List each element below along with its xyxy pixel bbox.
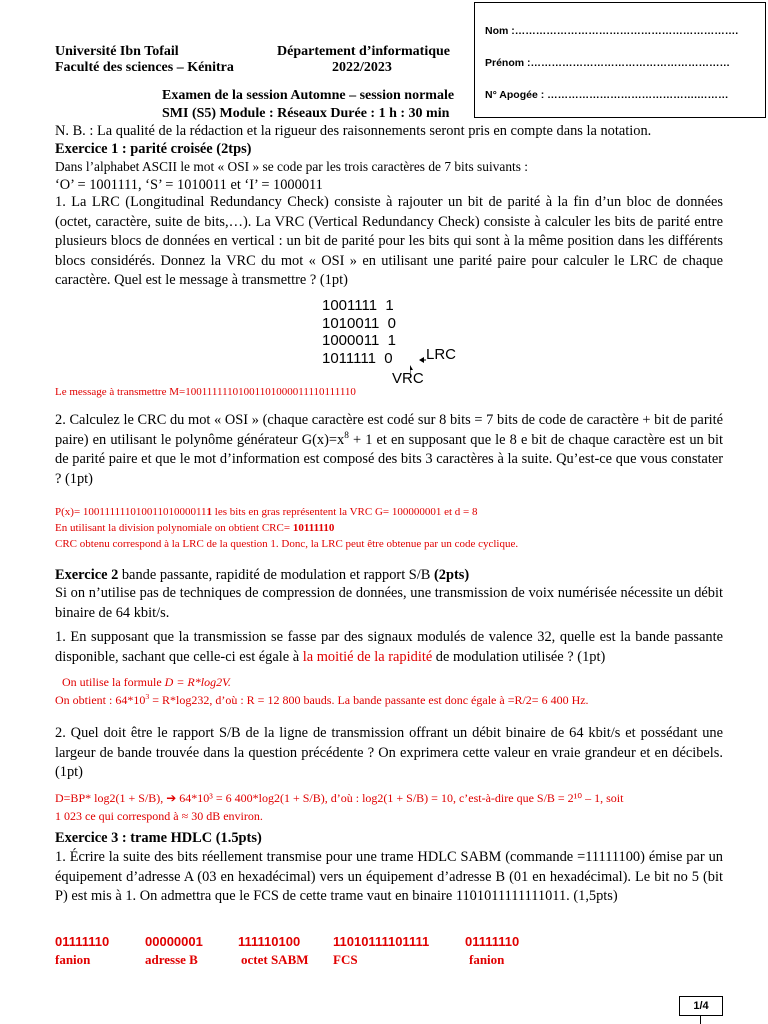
ex1-answer-2-line-2: En utilisant la division polynomiale on obtient CRC= 10111110 — [55, 522, 335, 534]
ex2-answer-1-line-2: On obtient : $64*10^3 = R*\log 232$, d’où : R = 12 800 bauds. La bande passante est donc égale à =R/2= 6 400 Hz. — [55, 692, 589, 707]
page-tick — [700, 1015, 701, 1024]
ex1-codes: ‘O’ = 1001111, ‘S’ = 1010011 et ‘I’ = 1000011 — [55, 177, 323, 193]
ex1-question-2: 2. Calculez le CRC du mot « OSI » (chaque caractère est codé sur 8 bits = 7 bits de code de caractère + bit de parité paire) en utilisant le polynôme générateur $G(x)=x^8 + 1$ et en supposant que le 8 e bit de chaque caractère est un bit de parité paire et que le mot d’information est composé des bits 3 caractères à la suite. Qu’est-ce que vous constater ? (1pt) — [55, 412, 723, 487]
label-fanion-end: fanion — [469, 952, 505, 967]
bits-fanion-end: 01111110 — [465, 934, 520, 949]
bits-fanion-start: 01111110 — [55, 934, 110, 949]
department-name: Département d’informatique — [277, 44, 451, 59]
lrc-label: LRC — [426, 346, 457, 363]
exercise-2-title: Exercice 2 bande passante, rapidité de modulation et rapport S/B (2pts) — [55, 567, 470, 583]
figure-row-3: 1000011 1 — [322, 332, 396, 349]
figure-row-2: 1010011 0 — [322, 314, 396, 332]
page-number: 1/4 — [679, 996, 723, 1016]
university-name: Université Ibn Tofail — [55, 44, 179, 59]
ex2-answer-2-line-1: D=BP* log2(1 + S/B), ➔ 64*10³ = 6 400*log2(1 + S/B), d’où : log2(1 + S/B) = 10, c’est-à-dire que S/B = 2¹⁰ – 1, soit — [55, 791, 624, 805]
faculty-name: Faculté des sciences – Kénitra — [55, 60, 234, 75]
ex1-intro: Dans l’alphabet ASCII le mot « OSI » se code par les trois caractères de 7 bits suivants : — [55, 159, 529, 174]
ex1-answer-2-line-1: P(x)= 100111111010011010000111 les bits en gras représentent la VRC G= 100000001 et d = 8 — [55, 506, 478, 518]
prenom-field[interactable]: Prénom :………………………………………………… — [485, 57, 731, 69]
module-info: SMI (S5) Module : Réseaux Durée : 1 h : 30 min — [162, 106, 450, 121]
bits-address: 00000001 — [145, 934, 203, 949]
label-fcs: FCS — [333, 952, 358, 967]
exam-title: Examen de la session Automne – session normale — [162, 88, 455, 103]
ex1-question-1: 1. La LRC (Longitudinal Redundancy Check) consiste à rajouter un bit de parité à la fin d’un bloc de données (octet, caractère, suite de bits,…). La VRC (Vertical Redundancy Check) consiste à calculer les bits de parité entre plusieurs blocs de données en vertical : un bit de parité pour les bits qui sont à la même position dans les différents blocs considérés. Donnez la VRC du mot « OSI » en utilisant une parité paire pour calculer le LRC de chaque caractère. Quel est le message à transmettre ? (1pt) — [55, 194, 723, 288]
ex3-question-1: 1. Écrire la suite des bits réellement transmise pour une trame HDLC SABM (commande =11111100) émise par un équipement d’adresse A (03 en hexadécimal) vers un équipement d’adresse B (01 en hexadécimal). Le bit no 5 (bit P) est mis à 1. On admettra que le FCS de cette trame vaut en binaire 1101011111111011. (1,5pts) — [55, 849, 723, 904]
label-sabm: octet SABM — [241, 952, 309, 967]
apogee-field[interactable]: N° Apogée : …………………………………….……… — [485, 89, 729, 101]
ex2-answer-2-line-2: 1 023 ce qui correspond à ≈ 30 dB environ. — [55, 809, 263, 823]
bits-sabm: 111110100 — [238, 934, 301, 949]
ex2-answer-1-line-1: On utilise la formule D = R*log2V. — [62, 675, 231, 689]
parity-figure — [322, 297, 472, 393]
ex1-answer-2-line-3: CRC obtenu correspond à la LRC de la question 1. Donc, la LRC peut être obtenue par un code cyclique. — [55, 538, 519, 550]
figure-row-1: 1001111 1 — [322, 297, 394, 314]
figure-row-4: 1011111 0 — [322, 349, 393, 367]
ex1-answer-1: Le message à transmettre M=10011111101001101000011110111110 — [55, 386, 356, 398]
hdlc-bits-row — [55, 934, 755, 950]
nb-note: N. B. : La qualité de la rédaction et la rigueur des raisonnements seront pris en compte dans la notation. — [55, 123, 652, 139]
ex2-question-2: 2. Quel doit être le rapport S/B de la ligne de transmission offrant un débit binaire de 64 kbit/s et possédant une largeur de bande trouvée dans la question précédente ? On exprimera cette valeur en vraie grandeur et en décibels. (1pt) — [55, 725, 723, 780]
exercise-3-title: Exercice 3 : trame HDLC (1.5pts) — [55, 830, 262, 846]
vrc-label: VRC — [392, 370, 424, 387]
exercise-1-title: Exercice 1 : parité croisée (2tps) — [55, 141, 252, 157]
student-id-box — [474, 2, 766, 118]
hdlc-labels-row — [55, 952, 755, 968]
academic-year: 2022/2023 — [332, 60, 392, 75]
bits-fcs: 11010111101111 — [333, 934, 430, 949]
ex2-question-1: 1. En supposant que la transmission se fasse par des signaux modulés de valence 32, quelle est la bande passante disponible, sachant que celle-ci est égale à la moitié de la rapidité de modulation utilisée ? (1pt) — [55, 629, 723, 665]
label-fanion-start: fanion — [55, 952, 91, 967]
ex2-intro: Si on n’utilise pas de techniques de compression de données, une transmission de voix numérisée nécessite un débit binaire de 64 kbit/s. — [55, 585, 723, 621]
nom-field[interactable]: Nom :………………………………………………………. — [485, 25, 739, 37]
label-address: adresse B — [145, 952, 198, 967]
